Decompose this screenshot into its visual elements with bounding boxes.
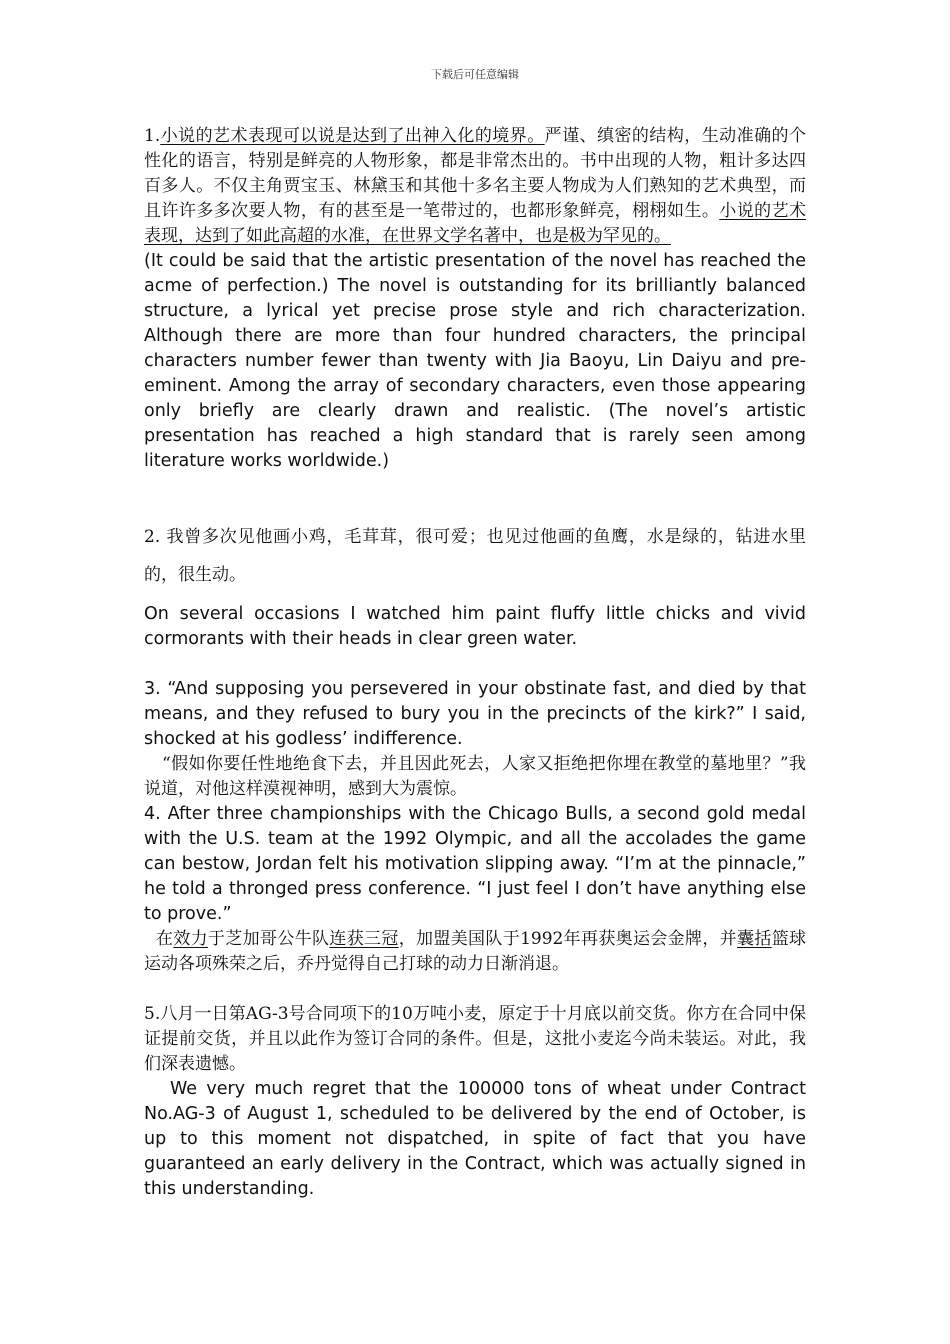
page-header: 下载后可任意编辑: [431, 68, 519, 81]
item4-english: 4. After three championships with the Chicago Bulls, a second gold medal with the U.S. team at the 1992 Olympic, and all the accolades the game can bestow, Jordan felt his motivation slipping away. “I’m at the pinnacle,” he told a thronged press conference. “I just feel I don’t have anything else to prove.”: [144, 804, 806, 924]
item5-chinese: 5.八月一日第AG-3号合同项下的10万吨小麦，原定于十月底以前交货。你方在合同中保证提前交货，并且以此作为签订合同的条件。但是，这批小麦迄今尚未装运。对此，我们深表遗憾。: [144, 1004, 806, 1074]
item1-underlined-sentence-2: 小说的艺术表现，达到了如此高超的水准，在世界文学名著中，也是极为罕见的。: [144, 201, 807, 246]
item2-number: 2.: [144, 527, 161, 547]
item1-body-text: 严谨、缜密的结构，生动准确的个性化的语言，特别是鲜亮的人物形象，都是非常杰出的。书中出现的人物，粗计多达四百多人。不仅主角贾宝玉、林黛玉和其他十多名主要人物成为人们熟知的艺术典型，而且许许多多次要人物，有的甚至是一笔带过的，也都形象鲜亮，栩栩如生。: [144, 126, 806, 221]
item1-underlined-sentence-1: 小说的艺术表现可以说是达到了出神入化的境界。: [160, 126, 545, 146]
item4-underlined-term: 囊括: [737, 929, 772, 949]
document-body: [144, 124, 806, 1202]
spacer: [144, 652, 806, 677]
item4-text-part: 在: [156, 929, 174, 949]
spacer: [144, 474, 806, 524]
item2-chinese: [144, 518, 806, 594]
item1-chinese: [144, 124, 806, 249]
item4-text-part: 于芝加哥公牛队: [208, 929, 330, 949]
item1-number: 1.: [144, 126, 161, 146]
item4-text-part: 篮球运动各项殊荣之后，乔丹觉得自己打球的动力日渐消退。: [144, 929, 807, 974]
item2-english: On several occasions I watched him paint fluffy little chicks and vivid cormorants with their heads in clear green water.: [144, 604, 806, 649]
item3-english: 3. “And supposing you persevered in your obstinate fast, and died by that means, and they refused to bury you in the precincts of the kirk?” I said, shocked at his godless’ indifference.: [144, 679, 806, 749]
item5-english: We very much regret that the 100000 tons of wheat under Contract No.AG-3 of August 1, scheduled to be delivered by the end of October, is up to this moment not dispatched, in spite of fact that you have guaranteed an early delivery in the Contract, which was actually signed in this understanding.: [144, 1079, 806, 1199]
item2-chinese-text: 我曾多次见他画小鸡，毛茸茸，很可爱；也见过他画的鱼鹰，水是绿的，钻进水里的，很生动。: [144, 527, 807, 585]
item4-underlined-term: 效力: [173, 929, 209, 949]
item4-underlined-term: 连获三冠: [329, 929, 399, 949]
item1-english: (It could be said that the artistic presentation of the novel has reached the acme of perfection.) The novel is outstanding for its brilliantly balanced structure, a lyrical yet precise prose style and rich characterization. Although there are more than four hundred characters, the principal characters number fewer than twenty with Jia Baoyu, Lin Daiyu and pre-eminent. Among the array of secondary characters, even those appearing only briefly are clearly drawn and realistic. (The novel’s artistic presentation has reached a high standard that is rarely seen among literature works worldwide.): [144, 251, 806, 471]
spacer: [144, 977, 806, 1002]
item4-chinese: [144, 927, 806, 977]
item3-chinese: “假如你要任性地绝食下去，并且因此死去，人家又拒绝把你埋在教堂的墓地里？”我说道，对他这样漠视神明，感到大为震惊。: [144, 754, 806, 799]
item4-text-part: ，加盟美国队于1992年再获奥运会金牌，并: [398, 929, 738, 949]
